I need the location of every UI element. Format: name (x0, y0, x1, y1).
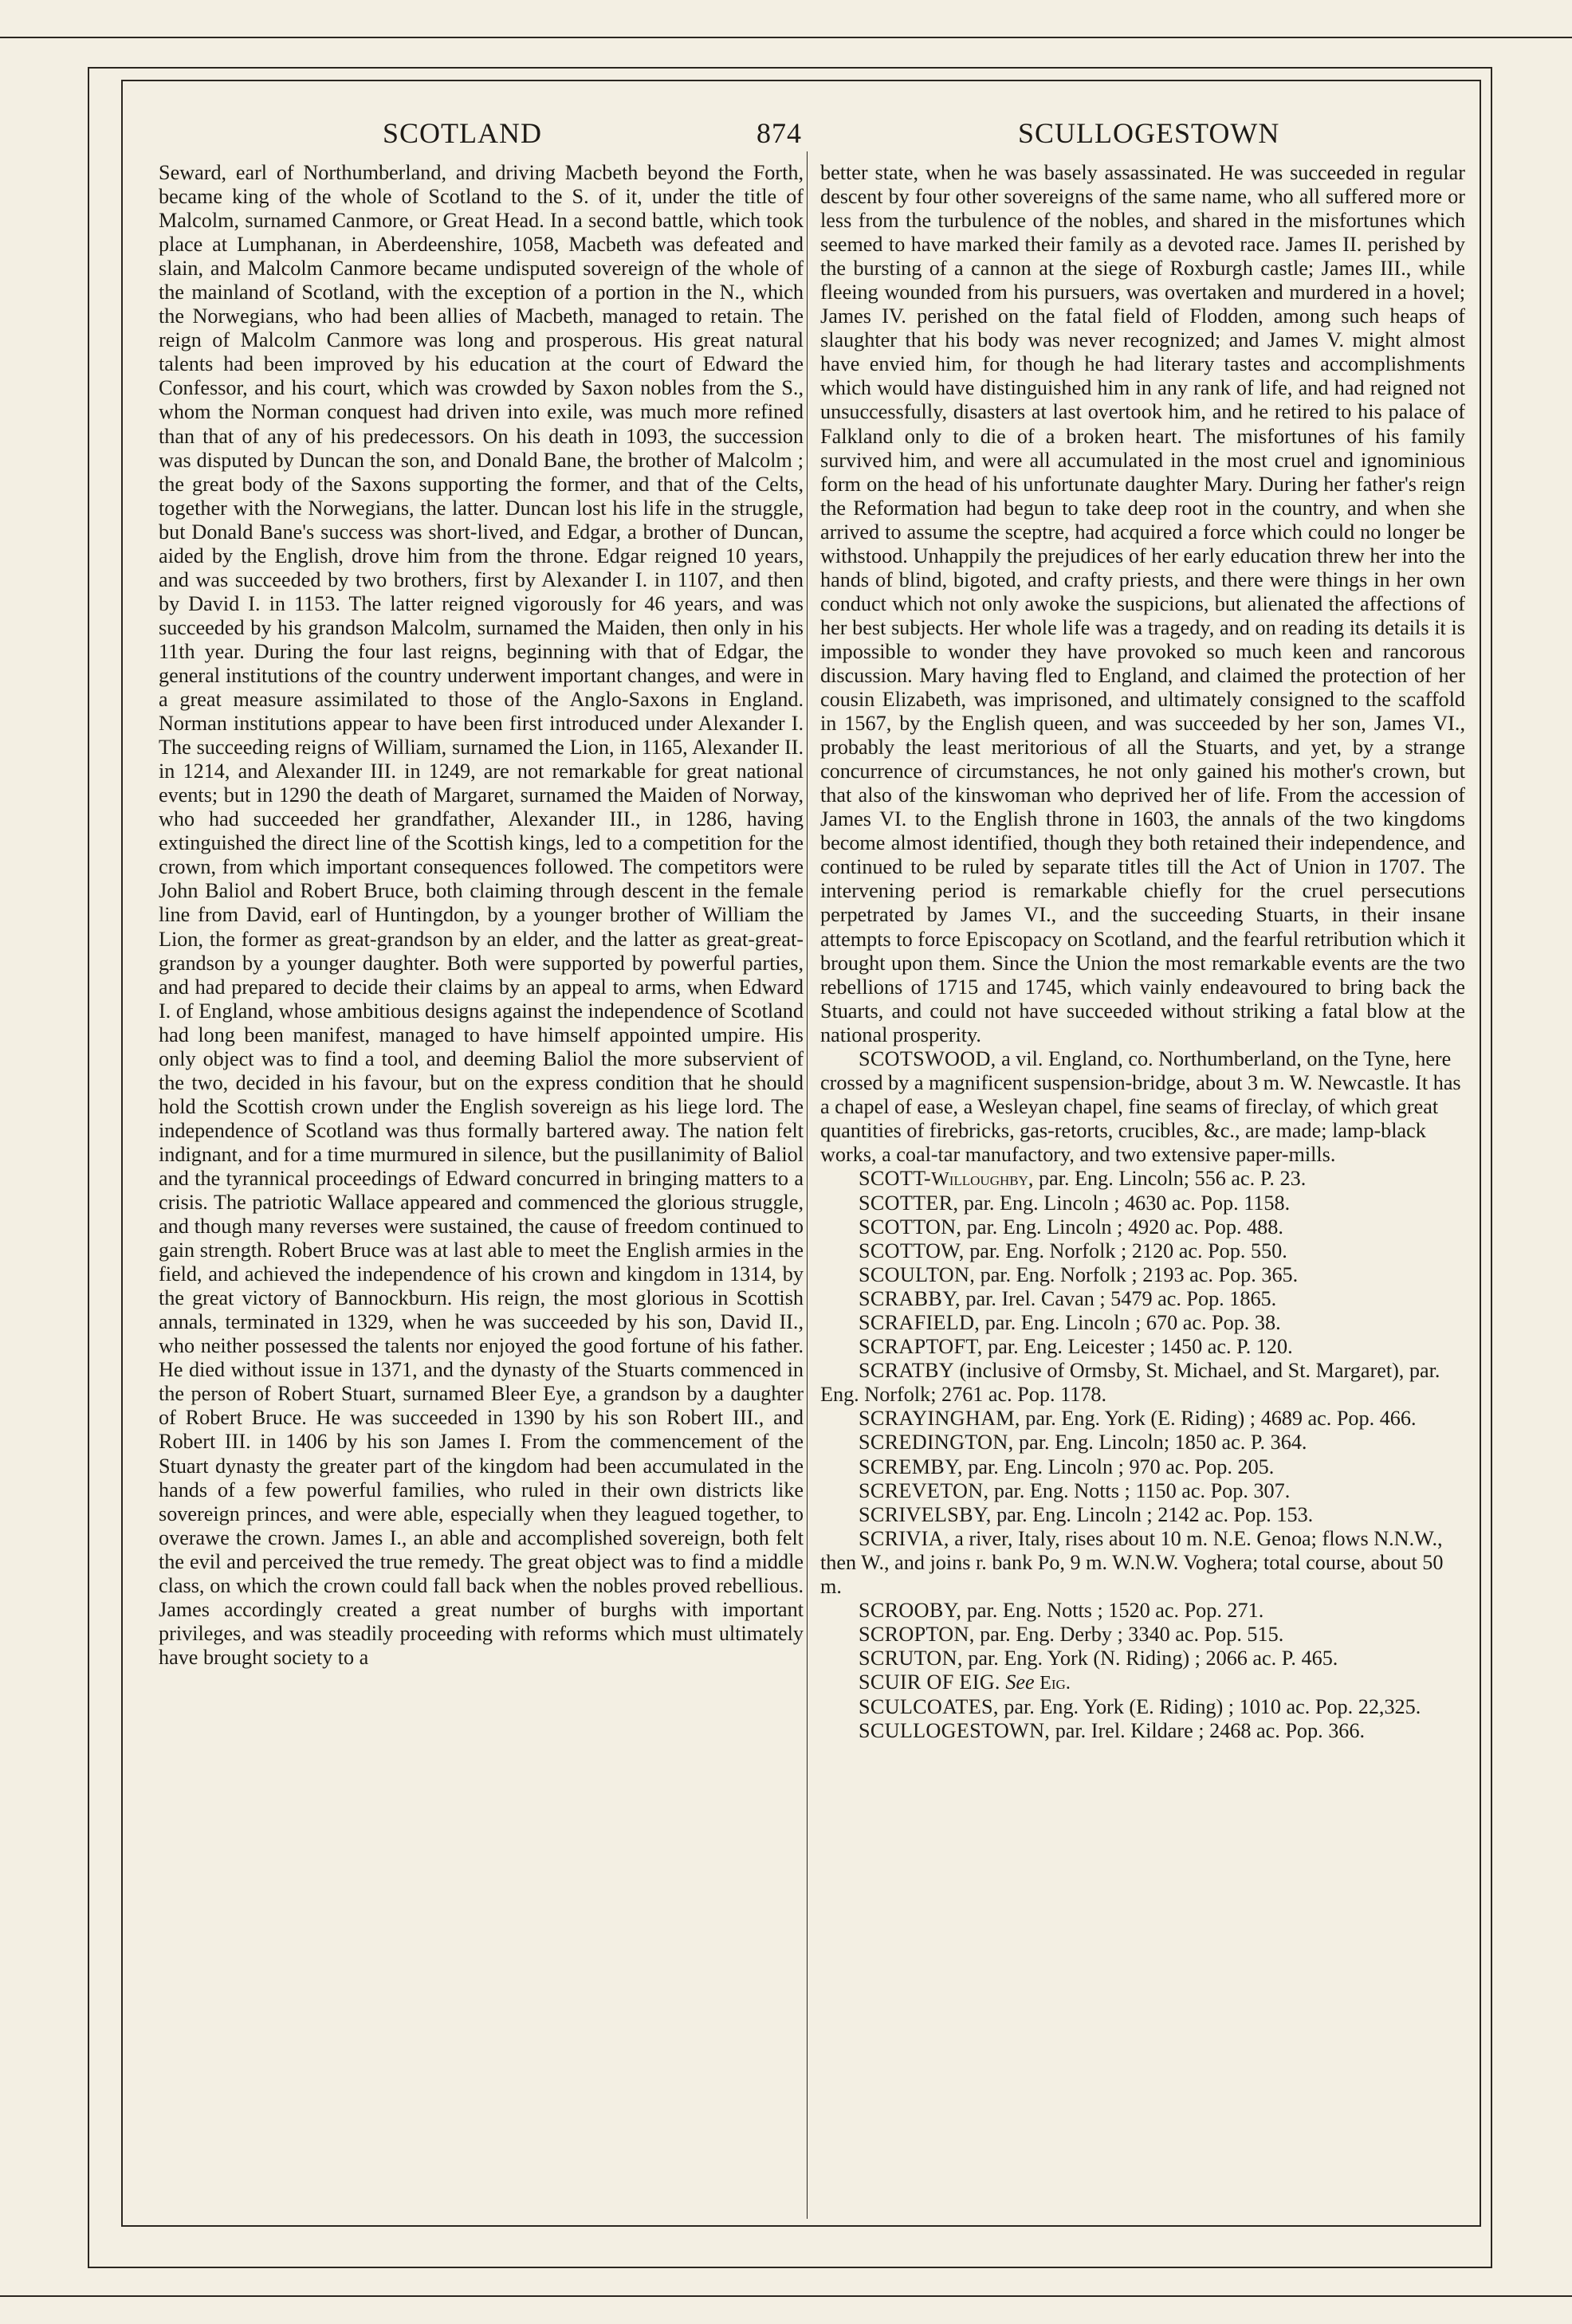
header-right-title: SCULLOGESTOWN (1018, 117, 1280, 149)
top-rule-outer (0, 37, 1572, 38)
gazetteer-entry (820, 1167, 1465, 1191)
entry-body: par. Eng. Derby ; 3340 ac. Pop. 515. (974, 1622, 1284, 1646)
page-number: 874 (757, 117, 802, 149)
entry-headword: SCOTTER, (859, 1191, 959, 1215)
gazetteer-entry (820, 1359, 1465, 1407)
entry-body: (inclusive of Ormsby, St. Michael, and St. Margaret), par. Eng. Norfolk; 2761 ac. Pop. 1178. (820, 1359, 1440, 1407)
gazetteer-entries (820, 1047, 1465, 1743)
bottom-rule-outer (0, 2295, 1572, 2297)
entry-see-label: See (1005, 1670, 1035, 1694)
right-rule-outer (1491, 67, 1492, 2267)
gazetteer-entry (820, 1407, 1465, 1431)
gazetteer-entry (820, 1335, 1465, 1359)
gazetteer-entry (820, 1215, 1465, 1239)
entry-headword: SCROPTON, (859, 1622, 975, 1646)
gazetteer-entry (820, 1191, 1465, 1215)
gazetteer-entry (820, 1311, 1465, 1335)
top-rule-inner (88, 67, 1491, 69)
entry-headword: SCROOBY, (859, 1598, 962, 1622)
left-rule-outer (88, 67, 89, 2267)
entry-body: par. Eng. Lincoln ; 4920 ac. Pop. 488. (961, 1215, 1283, 1239)
entry-body: par. Eng. Notts ; 1150 ac. Pop. 307. (988, 1478, 1291, 1502)
gazetteer-entry (820, 1431, 1465, 1454)
column-divider (807, 151, 808, 2219)
entry-headword: SCULLOGESTOWN, (859, 1719, 1051, 1743)
gazetteer-entry (820, 1503, 1465, 1527)
right-column (820, 161, 1465, 1743)
gazetteer-entry (820, 1719, 1465, 1743)
gazetteer-entry (820, 1599, 1465, 1623)
entry-headword: SCOULTON, (859, 1263, 976, 1287)
entry-headword-suffix: Willoughby (931, 1168, 1028, 1190)
bottom-rule-inner (88, 2267, 1492, 2268)
page-frame (121, 80, 1481, 2227)
scotland-history-text: Seward, earl of Northumberland, and driving Macbeth beyond the Forth, became king of the whole of Scotland to the S. of it, under the title of Malcolm, surnamed Canmore, or Great Head. In a second battle, which took place at Lumphanan, in Aberdeenshire, 1058, Macbeth was defeated and slain, and Malcolm Canmore became undisputed sovereign of the whole of the mainland of Scotland, with the exception of a portion in the N., which the Norwegians, who had been allies of Macbeth, managed to retain. The reign of Malcolm Canmore was long and prosperous. His great natural talents had been improved by his education at the court of Edward the Confessor, and his court, which was crowded by Saxon nobles from the S., whom the Norman conquest had driven into exile, was much more refined than that of any of his predecessors. On his death in 1093, the succession was disputed by Duncan the son, and Donald Bane, the brother of Malcolm ; the great body of the Saxons supporting the former, and that of the Celts, together with the Norwegians, the latter. Duncan lost his life in the struggle, but Donald Bane's success was short-lived, and Edgar, a brother of Duncan, aided by the English, drove him from the throne. Edgar reigned 10 years, and was succeeded by two brothers, first by Alexander I. in 1107, and then by David I. in 1153. The latter reigned vigorously for 46 years, and was succeeded by his grandson Malcolm, surnamed the Maiden, then only in his 11th year. During the four last reigns, beginning with that of Edgar, the general institutions of the country underwent important changes, and were in a great measure assimilated to those of the Anglo-Saxons in England. Norman institutions appear to have been first introduced under Alexander I. The succeeding reigns of William, surnamed the Lion, in 1165, Alexander II. in 1214, and Alexander III. in 1249, are not remarkable for great national events; but in 1290 the death of Margaret, surnamed the Maiden of Norway, who had succeeded her grandfather, Alexander III., in 1286, having extinguished the direct line of the Scottish kings, led to a competition for the crown, from which important consequences followed. The competitors were John Baliol and Robert Bruce, both claiming through descent in the female line from David, earl of Huntingdon, by a younger brother of William the Lion, the former as great-grandson by an elder, and the latter as great-great-grandson by a younger daughter. Both were supported by powerful parties, and had prepared to decide their claims by an appeal to arms, when Edward I. of England, whose ambitious designs against the independence of Scotland had long been manifest, managed to have himself appointed umpire. His only object was to find a tool, and deeming Baliol the more subservient of the two, decided in his favour, but on the express condition that he should hold the Scottish crown under the English sovereign as his liege lord. The independence of Scotland was thus formally bartered away. The nation felt indignant, and for a time murmured in silence, but the pusillanimity of Baliol and the tyrannical proceedings of Edward concurred in bringing matters to a crisis. The patriotic Wallace appeared and commenced the glorious struggle, and though many reverses were sustained, the cause of freedom continued to gain strength. Robert Bruce was at last able to meet the English armies in the field, and achieved the independence of his crown and kingdom in 1314, by the great victory of Bannockburn. His reign, the most glorious in Scottish annals, terminated in 1329, when he was succeeded by his son, David II., who neither possessed the talents nor enjoyed the good fortune of his father. He died without issue in 1371, and the dynasty of the Stuarts commenced in the person of Robert Stuart, surnamed Bleer Eye, a grandson by a daughter of Robert Bruce. He was succeeded in 1390 by his son Robert III., and Robert III. in 1406 by his son James I. From the commencement of the Stuart dynasty the greater part of the kingdom had been accumulated in the hands of a few powerful families, who ruled in their own districts like sovereign princes, and were able, especially when they leagued together, to overawe the crown. James I., an able and accomplished sovereign, both felt the evil and perceived the true remedy. The great object was to find a middle class, on which the crown could fall back when the nobles proved rebellious. James accordingly created a great number of burghs with important privileges, and was steadily proceeding with reforms which must ultimately have brought society to a (159, 161, 804, 1669)
header-left-title: SCOTLAND (383, 117, 543, 149)
gazetteer-entry (820, 1287, 1465, 1311)
gazetteer-entry (820, 1623, 1465, 1647)
gazetteer-entry (820, 1263, 1465, 1287)
entry-body: par. Eng. Lincoln ; 670 ac. Pop. 38. (980, 1311, 1281, 1335)
gazetteer-entry (820, 1647, 1465, 1670)
entry-headword: SCOTTON, (859, 1215, 962, 1239)
entry-body: par. Eng. Norfolk ; 2120 ac. Pop. 550. (964, 1239, 1287, 1263)
entry-headword: SCOTTOW, (859, 1239, 965, 1263)
entry-body: par. Eng. Lincoln ; 2142 ac. Pop. 153. (991, 1502, 1314, 1526)
entry-headword: SCRIVIA, (859, 1526, 949, 1550)
entry-body: , par. Eng. Lincoln; 556 ac. P. 23. (1028, 1166, 1307, 1190)
entry-headword: SCRAYINGHAM, (859, 1407, 1020, 1431)
left-column (159, 161, 804, 1670)
gazetteer-entry (820, 1670, 1465, 1695)
entry-cross-reference: Eig. (1039, 1672, 1071, 1694)
entry-body: par. Eng. Lincoln; 1850 ac. P. 364. (1013, 1431, 1307, 1454)
gazetteer-entry (820, 1695, 1465, 1719)
entry-headword: SCOTSWOOD, (859, 1046, 996, 1070)
entry-body: par. Irel. Cavan ; 5479 ac. Pop. 1865. (960, 1287, 1277, 1311)
entry-body: par. Eng. Lincoln ; 970 ac. Pop. 205. (962, 1454, 1275, 1478)
gazetteer-entry (820, 1479, 1465, 1503)
entry-body: par. Eng. York (N. Riding) ; 2066 ac. P. 465. (962, 1646, 1338, 1670)
entry-body: par. Eng. Norfolk ; 2193 ac. Pop. 365. (975, 1263, 1299, 1287)
entry-headword: SCRIVELSBY, (859, 1502, 992, 1526)
entry-body: par. Eng. Lincoln ; 4630 ac. Pop. 1158. (958, 1191, 1291, 1215)
entry-headword: SCRAPTOFT, (859, 1335, 983, 1359)
entry-headword: SCREDINGTON, (859, 1431, 1014, 1454)
gazetteer-entry (820, 1455, 1465, 1479)
entry-headword: SCULCOATES, (859, 1695, 999, 1718)
entry-headword: SCRUTON, (859, 1646, 963, 1670)
entry-body: par. Eng. Leicester ; 1450 ac. P. 120. (982, 1335, 1293, 1359)
gazetteer-entry (820, 1047, 1465, 1167)
entry-body: a vil. England, co. Northumberland, on the Tyne, here crossed by a magnificent suspension-bridge, about 3 m. W. Newcastle. It has a chapel of ease, a Wesleyan chapel, fine seams of fireclay, of which great quantities of firebricks, gas-retorts, crucibles, &c., are made; lamp-black works, a coal-tar manufactory, and two extensive paper-mills. (820, 1046, 1461, 1166)
entry-headword: SCOTT- (859, 1166, 932, 1190)
entry-headword: SCRATBY (859, 1359, 954, 1383)
entry-headword: SCREVETON, (859, 1478, 989, 1502)
gazetteer-entry (820, 1527, 1465, 1599)
scotland-history-continuation: better state, when he was basely assassinated. He was succeeded in regular descent by four other sovereigns of the same name, who all suffered more or less from the turbulence of the nobles, and shared in the misfortunes which seemed to have marked their family as a devoted race. James II. perished by the bursting of a cannon at the siege of Roxburgh castle; James III., while fleeing wounded from his pursuers, was overtaken and murdered in a hovel; James IV. perished on the fatal field of Flodden, among such heaps of slaughter that his body was never recognized; and James V. might almost have envied him, for though he had literary tastes and accomplishments which would have distinguished him in any rank of life, and had reigned not unsuccessfully, disasters at last overtook him, and he retired to his palace of Falkland only to die of a broken heart. The misfortunes of his family survived him, and were all accumulated in the most cruel and ignominious form on the head of his unfortunate daughter Mary. During her father's reign the Reformation had begun to take deep root in the country, and when she arrived to assume the sceptre, had acquired a force which could no longer be withstood. Unhappily the prejudices of her early education threw her into the hands of blind, bigoted, and crafty priests, and there were things in her own conduct which not only awoke the suspicions, but alienated the affections of her best subjects. Her whole life was a tragedy, and on reading its details it is impossible to wonder they have provoked so much keen and rancorous discussion. Mary having fled to England, and claimed the protection of her cousin Elizabeth, was imprisoned, and ultimately consigned to the scaffold in 1567, by the English queen, and was succeeded by her son, James VI., probably the least meritorious of all the Stuarts, and yet, by a strange concurrence of circumstances, he not only gained his mother's crown, but that also of the kinswoman who deprived her of life. From the accession of James VI. to the English throne in 1603, the annals of the two kingdoms become almost identified, though they both retained their independence, and continued to be ruled by separate titles till the Act of Union in 1707. The intervening period is remarkable chiefly for the cruel persecutions perpetrated by James VI., and the succeeding Stuarts, in their insane attempts to force Episcopacy on Scotland, and the fearful retribution which it brought upon them. Since the Union the most remarkable events are the two rebellions of 1715 and 1745, which vainly endeavoured to bring back the Stuarts, and could not have succeeded without striking a fatal blow at the national prosperity. (820, 161, 1465, 1046)
entry-headword: SCRAFIELD, (859, 1311, 981, 1335)
gazetteer-entry (820, 1239, 1465, 1263)
entry-body: par. Eng. Notts ; 1520 ac. Pop. 271. (961, 1598, 1264, 1622)
entry-body: par. Eng. York (E. Riding) ; 4689 ac. Pop. 466. (1020, 1407, 1417, 1431)
entry-body: par. Irel. Kildare ; 2468 ac. Pop. 366. (1050, 1719, 1366, 1743)
entry-body: par. Eng. York (E. Riding) ; 1010 ac. Pop. 22,325. (998, 1695, 1421, 1718)
entry-body: a river, Italy, rises about 10 m. N.E. Genoa; flows N.N.W., then W., and joins r. bank Po, 9 m. W.N.W. Voghera; total course, about 50 m. (820, 1526, 1444, 1598)
entry-headword: SCUIR OF EIG. (859, 1670, 1000, 1694)
entry-headword: SCRABBY, (859, 1287, 961, 1311)
entry-headword: SCREMBY, (859, 1454, 963, 1478)
